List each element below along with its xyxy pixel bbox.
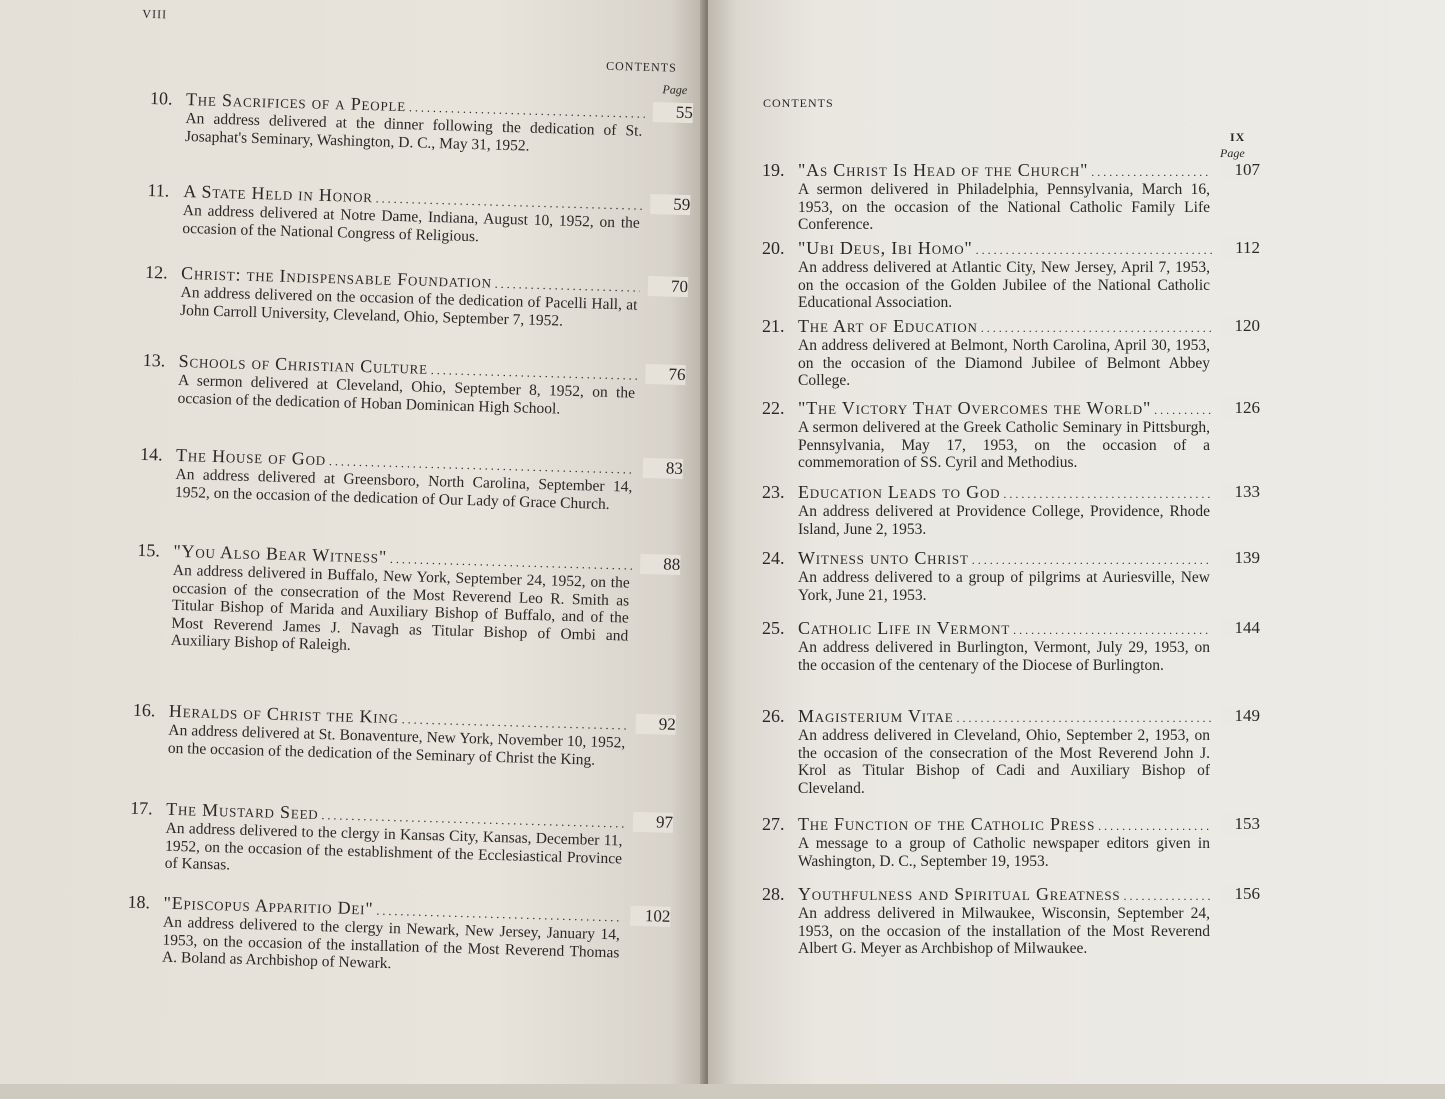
entry-number: 18. [127,891,151,913]
entry-number: 17. [129,797,154,819]
entry-title: Catholic Life in Vermont . . . [798,618,1212,639]
entry-number: 14. [139,443,163,465]
entry-description: An address delivered at Greensboro, North Carolina, September 14, 1952, on the occasion of the dedication of Our Lady of Grace Church. [174,465,633,513]
entry-title: The Mustard Seed . . . [166,799,625,833]
entry-title: Youthfulness and Spiritual Greatness . . . [798,884,1212,905]
entry-number: 19. [762,160,785,180]
right-page-label: Page [1220,146,1245,160]
entry-page-number: 107 [1220,160,1260,180]
entry-number: 22. [762,398,785,418]
entry-number: 21. [762,316,785,336]
left-running-head: CONTENTS [605,58,677,75]
entry-number: 20. [762,238,785,258]
entry-number: 11. [147,179,170,201]
entry-description: An address delivered on the occasion of the dedication of Pacelli Hall, at John Carroll University, Cleveland, Ohio, September 7, 1952. [179,283,638,330]
toc-entry [127,891,673,973]
toc-entry [144,261,690,330]
entry-description: An address delivered to the clergy in Newark, New Jersey, January 14, 1953, on the occasion of the installation of the Most Reverend Thomas A. Boland as Archbishop of Newark. [161,913,621,973]
toc-entry [149,88,695,155]
entry-description: An address delivered at Notre Dame, Indiana, August 10, 1952, on the occasion of the National Congress of Religious. [182,201,640,245]
entry-number: 25. [762,618,785,638]
entry-title: "As Christ Is Head of the Church" . . . [798,160,1212,181]
entry-page-number: 112 [1220,238,1260,258]
entry-description: A sermon delivered at the Greek Catholic Seminary in Pittsburgh, Pennsylvania, May 17, 1953, on the occasion of a commemoration of SS. Cyril and Methodius. [798,419,1210,471]
toc-entry [129,797,676,874]
entry-page-number: 92 [635,714,676,735]
entry-page-number: 102 [630,906,671,927]
entry-description: An address delivered at Belmont, North Carolina, April 30, 1953, on the occasion of the Diamond Jubilee of Belmont Abbey College. [798,337,1210,389]
entry-description: An address delivered at the dinner following the dedication of St. Josaphat's Seminary, Washington, D. C., May 31, 1952. [184,110,643,155]
entry-description: An address delivered in Burlington, Vermont, July 29, 1953, on the occasion of the centenary of the Diocese of Burlington. [798,639,1210,674]
entry-page-number: 149 [1220,706,1260,726]
entry-page-number: 55 [653,102,694,123]
entry-title: The Sacrifices of a People . . . [186,89,645,123]
entry-title: Magisterium Vitae . . . [798,706,1212,727]
entry-description: An address delivered at St. Bonaventure, New York, November 10, 1952, on the occasion of the dedication of the Seminary of Christ the King. [167,721,626,769]
entry-title: "Episcopus Apparitio Dei" . . . [163,893,622,927]
right-folio: IX [1230,130,1246,144]
entry-number: 26. [762,706,785,726]
toc-entry [147,179,693,245]
entry-description: An address delivered to the clergy in Kansas City, Kansas, December 11, 1952, on the occasion of the establishment of the Ecclesiastical Province of Kansas. [164,819,623,874]
entry-title: "You Also Bear Witness" . . . [173,541,632,575]
entry-description: An address delivered in Buffalo, New York, September 24, 1952, on the occasion of the consecration of the Most Reverend Leo R. Smith as Titular Bishop of Marida and Auxiliary Bishop of Buffalo, and of the Most Reverend James J. Navagh as Titular Bishop of Ombi and Auxiliary Bishop of Raleigh. [170,561,630,654]
entry-page-number: 144 [1220,618,1260,638]
entry-page-number: 83 [643,458,684,479]
entry-number: 28. [762,884,785,904]
entry-page-number: 120 [1220,316,1260,336]
entry-description: An address delivered to a group of pilgrims at Auriesville, New York, June 21, 1953. [798,569,1210,604]
entry-description: An address delivered in Milwaukee, Wisconsin, September 24, 1953, on the occasion of the installation of the Most Reverend Albert G. Meyer as Archbishop of Milwaukee. [798,905,1210,957]
entry-title: Witness unto Christ . . . [798,548,1212,569]
entry-page-number: 76 [645,364,686,385]
toc-entry [132,699,678,769]
entry-number: 16. [132,699,156,721]
left-page [0,0,705,1084]
right-page [708,0,1445,1084]
entry-title: The Function of the Catholic Press . . . [798,814,1212,835]
entry-number: 23. [762,482,785,502]
entry-page-number: 70 [648,276,689,297]
entry-title: Heralds of Christ the King . . . [169,701,628,735]
right-running-head: CONTENTS [763,96,834,110]
left-folio: VIII [142,6,168,22]
entry-title: Education Leads to God . . . [798,482,1212,503]
entry-description: A sermon delivered at Cleveland, Ohio, September 8, 1952, on the occasion of the dedication of Hoban Dominican High School. [177,371,636,418]
entry-page-number: 97 [633,812,674,833]
entry-title: A State Held in Honor . . . [183,181,642,215]
entry-description: A message to a group of Catholic newspaper editors given in Washington, D. C., September 19, 1953. [798,835,1210,870]
entry-description: A sermon delivered in Philadelphia, Pennsylvania, March 16, 1953, on the occasion of the National Catholic Family Life Conference. [798,181,1210,233]
entry-title: The House of God . . . [176,445,635,479]
entry-title: Schools of Christian Culture . . . [178,351,637,385]
entry-number: 13. [142,349,166,371]
entry-description: An address delivered at Providence College, Providence, Rhode Island, June 2, 1953. [798,503,1210,538]
entry-page-number: 139 [1220,548,1260,568]
entry-title: The Art of Education . . . [798,316,1212,337]
entry-page-number: 59 [650,194,691,215]
left-page-content [0,0,708,1099]
toc-entry [142,349,688,418]
entry-description: An address delivered at Atlantic City, New Jersey, April 7, 1953, on the occasion of the Golden Jubilee of the National Catholic Educational Association. [798,259,1210,311]
toc-entry [139,443,685,513]
entry-title: "Ubi Deus, Ibi Homo" . . . [798,238,1212,259]
entry-page-number: 88 [640,554,681,575]
entry-number: 24. [762,548,785,568]
entry-page-number: 156 [1220,884,1260,904]
entry-number: 10. [149,88,173,109]
entry-title: "The Victory That Overcomes the World" . . . [798,398,1212,419]
entry-description: An address delivered in Cleveland, Ohio, September 2, 1953, on the occasion of the consecration of the Most Reverend John J. Krol as Titular Bishop of Cadi and Auxiliary Bishop of Cleveland. [798,727,1210,797]
entry-page-number: 153 [1220,814,1260,834]
entry-number: 15. [137,539,161,561]
entry-number: 27. [762,814,785,834]
toc-entry [137,539,683,654]
entry-page-number: 126 [1220,398,1260,418]
entry-title: Christ: the Indispensable Foundation . . . [181,263,640,297]
left-page-label: Page [662,82,688,97]
entry-number: 12. [144,261,168,283]
entry-page-number: 133 [1220,482,1260,502]
